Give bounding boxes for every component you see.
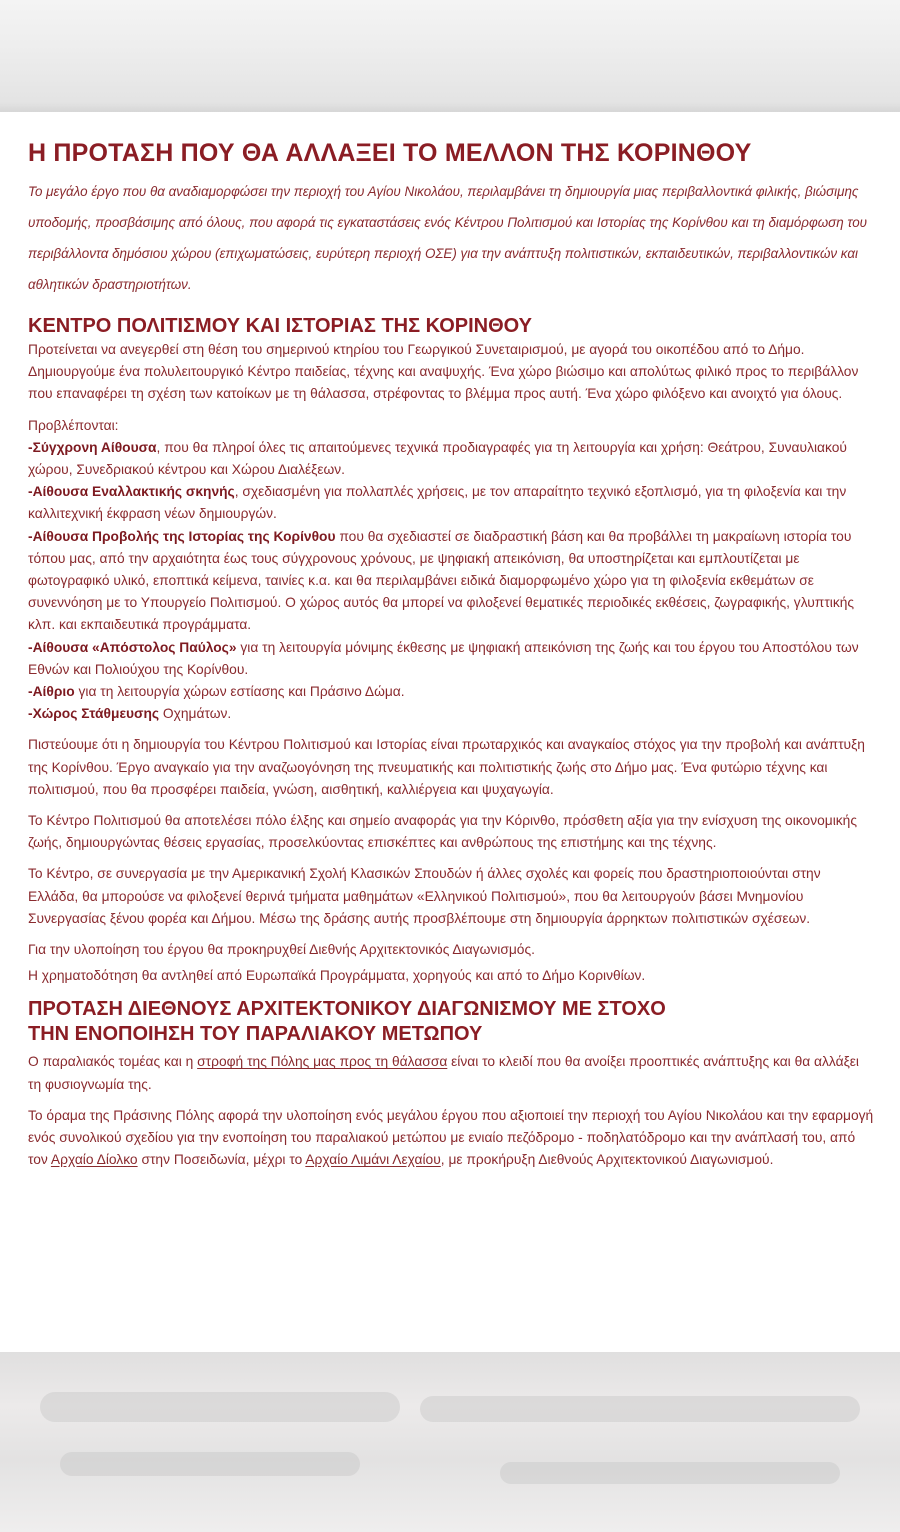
section2-heading-line-2: ΤΗΝ ΕΝΟΠΟΙΗΣΗ ΤΟΥ ΠΑΡΑΛΙΑΚΟΥ ΜΕΤΩΠΟΥ	[28, 1023, 483, 1046]
item-title: -Αίθουσα Προβολής της Ιστορίας της Κορίνθου	[28, 528, 336, 544]
provided-label: Προβλέπονται:	[28, 417, 119, 433]
text-span: στην Ποσειδωνία, μέχρι το	[137, 1152, 306, 1168]
blurred-bottom-area	[0, 1352, 900, 1532]
section1-paragraph-6: Η χρηματοδότηση θα αντληθεί από Ευρωπαϊκά Προγράμματα, χορηγούς και από το Δήμο Κορινθίων.	[28, 968, 646, 984]
document-page	[0, 112, 900, 1352]
list-item	[28, 681, 874, 703]
item-title: -Σύγχρονη Αίθουσα	[28, 439, 157, 455]
text-span: Το όραμα της Πράσινης Πόλης αφορά την υλοποίηση ενός μεγάλου έργου που αξιοποιεί την περιοχή του Αγίου Νικολάου και την εφαρμογή ενός συνολικού σχεδίου για την ενοποίηση του παραλιακού μετώπου με ενιαίο πεζόδρομο - ποδηλατόδρομο και την ανάπλασή του, από τον	[28, 1107, 874, 1168]
list-item	[28, 526, 874, 637]
item-title: -Αίθουσα Εναλλακτικής σκηνής	[28, 484, 235, 500]
item-title: -Αίθριο	[28, 684, 75, 700]
underlined-phrase: Αρχαίο Δίολκο	[50, 1152, 138, 1168]
section2-paragraph-1	[28, 1051, 874, 1095]
intro-paragraph: Το μεγάλο έργο που θα αναδιαμορφώσει την περιοχή του Αγίου Νικολάου, περιλαμβάνει τη δημιουργία μιας περιβαλλοντικά φιλικής, βιώσιμης υποδομής, προσβάσιμης από όλους, που αφορά τις εγκαταστάσεις ενός Κέντρου Πολιτισμού και Ιστορίας της Κορίνθου και τη διαμόρφωση του περιβάλλοντα δημόσιου χώρου (επιχωματώσεις, ευρύτερη περιοχή ΟΣΕ) για την ανάπτυξη πολιτιστικών, εκπαιδευτικών, περιβαλλοντικών και αθλητικών δραστηριοτήτων.	[28, 184, 867, 292]
underlined-phrase: στροφή της Πόλης μας προς τη θάλασσα	[197, 1054, 448, 1070]
section1-paragraph-2: Πιστεύουμε ότι η δημιουργία του Κέντρου Πολιτισμού και Ιστορίας είναι πρωταρχικός και αναγκαίος στόχος για την προβολή και ανάπτυξη της Κορίνθου. Έργο αναγκαίο για την αναζωογόνηση της πνευματικής και πολιτιστικής ζωής στο Δήμο μας. Ένα φυτώριο τέχνης και πολιτισμού, που θα προσφέρει παιδεία, γνώση, αισθητική, καλλιέργεια και ψυχαγωγία.	[28, 737, 865, 797]
blurred-top-area	[0, 0, 900, 112]
underlined-phrase: Αρχαίο Λιμάνι Λεχαίου	[305, 1152, 441, 1168]
item-text: για τη λειτουργία χώρων εστίασης και Πράσινο Δώμα.	[74, 684, 405, 700]
list-item	[28, 437, 874, 481]
section1-paragraph-3: Το Κέντρο Πολιτισμού θα αποτελέσει πόλο έλξης και σημείο αναφοράς για την Κόρινθο, πρόσθετη αξία για την ενίσχυση της οικονομικής ζωής, δημιουργώντας θέσεις εργασίας, προσελκύοντας επισκέπτες και ανθρώπους της επιστήμης και της τέχνης.	[28, 813, 858, 851]
item-title: -Χώρος Στάθμευσης	[28, 706, 160, 722]
section2-heading-line-1: ΠΡΟΤΑΣΗ ΔΙΕΘΝΟΥΣ ΑΡΧΙΤΕΚΤΟΝΙΚΟΥ ΔΙΑΓΩΝΙΣΜΟΥ ΜΕ ΣΤΟΧΟ	[28, 998, 666, 1021]
item-text: που θα σχεδιαστεί σε διαδραστική βάση και θα προβάλλει τη μακραίωνη ιστορία του τόπου μας, από την αρχαιότητα έως τους σύγχρονους χρόνους, με ψηφιακή απεικόνιση, θα υποστηρίζεται και εμπλουτίζεται με φωτογραφικό υλικό, εποπτικά κείμενα, ταινίες κ.α. και θα περιλαμβάνει ειδικά διαμορφωμένο χώρο για τη φιλοξενία εκθεμάτων σε συνεννόηση με το Υπουργείο Πολιτισμού. Ο χώρος αυτός θα μπορεί να φιλοξενεί θεματικές περιοδικές εκθέσεις, ζωγραφικής, γλυπτικής κλπ. και εκπαιδευτικά προγράμματα.	[28, 528, 855, 633]
section2-paragraph-2	[28, 1105, 874, 1172]
section2-heading	[28, 997, 874, 1047]
section1-paragraph-4: Το Κέντρο, σε συνεργασία με την Αμερικανική Σχολή Κλασικών Σπουδών ή άλλες σχολές και φορείς που δραστηριοποιούνται στην Ελλάδα, θα μπορούσε να φιλοξενεί θερινά τμήματα μαθημάτων «Ελληνικού Πολιτισμού», που θα λειτουργούν βάσει Μνημονίου Συνεργασίας ξένου φορέα και Δήμου. Μέσω της δράσης αυτής προσβλέπουμε στη δημιουργία άρρηκτων πολιτιστικών σχέσεων.	[28, 866, 821, 926]
item-text: για τη λειτουργία μόνιμης έκθεσης με ψηφιακή απεικόνιση της ζωής και του έργου του Αποστόλου των Εθνών και Πολιούχου της Κορίνθου.	[28, 639, 859, 677]
text-span: , με προκήρυξη Διεθνούς Αρχιτεκτονικού Διαγωνισμού.	[440, 1152, 774, 1168]
list-item	[28, 637, 874, 681]
list-item	[28, 481, 874, 525]
text-span: είναι το κλειδί που θα ανοίξει προοπτικές ανάπτυξης και θα αλλάξει τη φυσιογνωμία της.	[28, 1054, 859, 1092]
list-item	[28, 703, 874, 725]
section1-heading: ΚΕΝΤΡΟ ΠΟΛΙΤΙΣΜΟΥ ΚΑΙ ΙΣΤΟΡΙΑΣ ΤΗΣ ΚΟΡΙΝΘΟΥ	[28, 315, 532, 337]
text-span: Ο παραλιακός τομέας και η	[28, 1054, 198, 1070]
section1-paragraph-5: Για την υλοποίηση του έργου θα προκηρυχθεί Διεθνής Αρχιτεκτονικός Διαγωνισμός.	[28, 942, 535, 958]
section1-paragraph-1: Προτείνεται να ανεγερθεί στη θέση του σημερινού κτηρίου του Γεωργικού Συνεταιρισμού, με αγορά του οικοπέδου από το Δήμο. Δημιουργούμε ένα πολυλειτουργικό Κέντρο παιδείας, τέχνης και αναψυχής. Ένα χώρο βιώσιμο και απολύτως φιλικό προς το περιβάλλον που επαναφέρει τη σχέση των κατοίκων με τη θάλασσα, στρέφοντας το βλέμμα προς αυτή. Ένα χώρο φιλόξενο και ανοιχτό για όλους.	[28, 342, 859, 402]
item-text: , που θα πληροί όλες τις απαιτούμενες τεχνικά προδιαγραφές για τη λειτουργία και χρήση: Θεάτρου, Συναυλιακού χώρου, Συνεδριακού κέντρου και Χώρου Διαλέξεων.	[28, 439, 847, 478]
item-text: Οχημάτων.	[159, 706, 232, 722]
item-text: , σχεδιασμένη για πολλαπλές χρήσεις, με τον απαραίτητο τεχνικό εξοπλισμό, για τη φιλοξενία και την καλλιτεχνική έκφραση νέων δημιουργών.	[28, 484, 847, 522]
item-title: -Αίθουσα «Απόστολος Παύλος»	[28, 639, 237, 655]
section1-body	[28, 339, 874, 987]
section2-body	[28, 1051, 874, 1171]
page-title: Η ΠΡΟΤΑΣΗ ΠΟΥ ΘΑ ΑΛΛΑΞΕΙ ΤΟ ΜΕΛΛΟΝ ΤΗΣ ΚΟΡΙΝΘΟΥ	[28, 139, 752, 167]
